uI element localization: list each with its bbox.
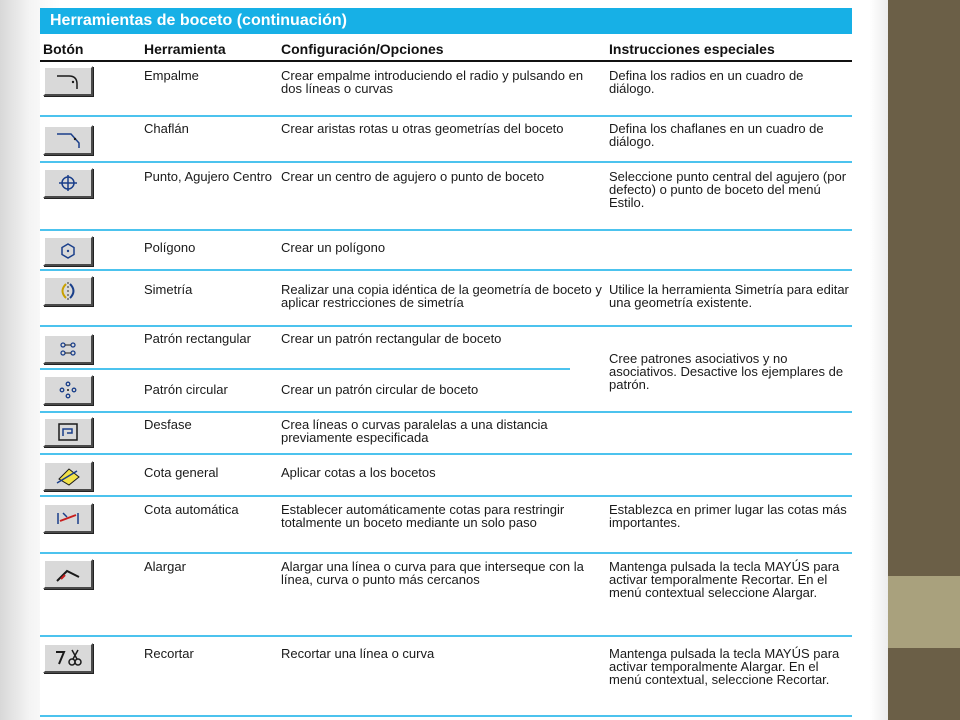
row-divider: [40, 715, 852, 717]
fillet-icon: [51, 70, 85, 92]
offset-button[interactable]: [43, 417, 93, 447]
table-row: [40, 637, 852, 717]
polygon-button[interactable]: [43, 236, 93, 266]
extend-icon: [51, 563, 85, 585]
tool-config: Crear empalme introduciendo el radio y pulsando en dos líneas o curvas: [281, 68, 584, 96]
table-row: [40, 117, 852, 163]
table-row: [40, 413, 852, 455]
tool-name: Empalme: [144, 68, 199, 83]
tool-name: Chaflán: [144, 121, 189, 136]
side-panel-light: [888, 576, 960, 648]
circular-pattern-icon: [51, 379, 85, 401]
tool-instructions: Establezca en primer lugar las cotas más importantes.: [609, 502, 847, 530]
side-panel-dark-bottom: [888, 648, 960, 720]
tool-instructions: Mantenga pulsada la tecla MAYÚS para activar temporalmente Recortar. En el menú contextual seleccione Alargar.: [609, 559, 840, 600]
tool-config: Crea líneas o curvas paralelas a una distancia previamente especificada: [281, 417, 548, 445]
general-dimension-icon: [51, 465, 85, 487]
tool-config: Crear un patrón rectangular de boceto: [281, 331, 502, 346]
tool-name: Simetría: [144, 282, 193, 297]
tool-name: Alargar: [144, 559, 186, 574]
tool-config: Crear un patrón circular de boceto: [281, 382, 479, 397]
side-panel-dark-top: [888, 0, 960, 576]
tool-config: Crear aristas rotas u otras geometrías del boceto: [281, 121, 564, 136]
tool-name: Polígono: [144, 240, 196, 255]
document-table: [40, 8, 852, 720]
header-config: Configuración/Opciones: [281, 41, 444, 57]
table-row: [40, 554, 852, 637]
table-row: [40, 455, 852, 497]
tool-config: Establecer automáticamente cotas para restringir totalmente un boceto mediante un solo paso: [281, 502, 565, 530]
tool-instructions: Defina los chaflanes en un cuadro de diálogo.: [609, 121, 824, 149]
auto-dimension-button[interactable]: [43, 503, 93, 533]
tool-instructions: Defina los radios en un cuadro de diálogo.: [609, 68, 804, 96]
header-tool: Herramienta: [144, 41, 226, 57]
chamfer-icon: [51, 129, 85, 151]
hole-center-button[interactable]: [43, 168, 93, 198]
table-row: [40, 62, 852, 117]
tool-name: Recortar: [144, 646, 194, 661]
mirror-icon: [51, 280, 85, 302]
table-row: [40, 497, 852, 554]
polygon-icon: [51, 240, 85, 262]
tool-config: Alargar una línea o curva para que interseque con la línea, curva o punto más cercanos: [281, 559, 584, 587]
tool-config: Recortar una línea o curva: [281, 646, 435, 661]
table-title: Herramientas de boceto (continuación): [40, 8, 852, 34]
hole-center-icon: [51, 172, 85, 194]
circular-pattern-button[interactable]: [43, 375, 93, 405]
table-row: [40, 163, 852, 231]
fillet-button[interactable]: [43, 66, 93, 96]
tool-name: Patrón circular: [144, 382, 228, 397]
tool-name: Desfase: [144, 417, 192, 432]
tool-name: Punto, Agujero Centro: [144, 169, 272, 184]
trim-button[interactable]: [43, 643, 93, 673]
extend-button[interactable]: [43, 559, 93, 589]
trim-icon: [51, 647, 85, 669]
tool-name: Cota automática: [144, 502, 239, 517]
tool-config: Crear un polígono: [281, 240, 386, 255]
tool-name: Cota general: [144, 465, 219, 480]
table-row: [40, 271, 852, 327]
tool-config: Aplicar cotas a los bocetos: [281, 465, 436, 480]
header-instructions: Instrucciones especiales: [609, 41, 775, 57]
tool-instructions: Utilice la herramienta Simetría para editar una geometría existente.: [609, 282, 849, 310]
tool-instructions: Seleccione punto central del agujero (por defecto) o punto de boceto del menú Estilo.: [609, 169, 847, 210]
pattern-note: Cree patrones asociativos y no asociativos. Desactive los ejemplares de patrón.: [609, 351, 844, 392]
rectangular-pattern-button[interactable]: [43, 334, 93, 364]
header-button: Botón: [43, 41, 84, 57]
tool-config: Crear un centro de agujero o punto de boceto: [281, 169, 545, 184]
offset-icon: [51, 421, 85, 443]
tool-config: Realizar una copia idéntica de la geometría de boceto y aplicar restricciones de simetría: [281, 282, 602, 310]
general-dimension-button[interactable]: [43, 461, 93, 491]
tool-instructions: Mantenga pulsada la tecla MAYÚS para activar temporalmente Alargar. En el menú contextual, seleccione Recortar.: [609, 646, 840, 687]
auto-dimension-icon: [51, 507, 85, 529]
table-row: [40, 231, 852, 271]
table-header: [40, 38, 852, 62]
tool-name: Patrón rectangular: [144, 331, 251, 346]
rectangular-pattern-icon: [51, 338, 85, 360]
mirror-button[interactable]: [43, 276, 93, 306]
chamfer-button[interactable]: [43, 125, 93, 155]
